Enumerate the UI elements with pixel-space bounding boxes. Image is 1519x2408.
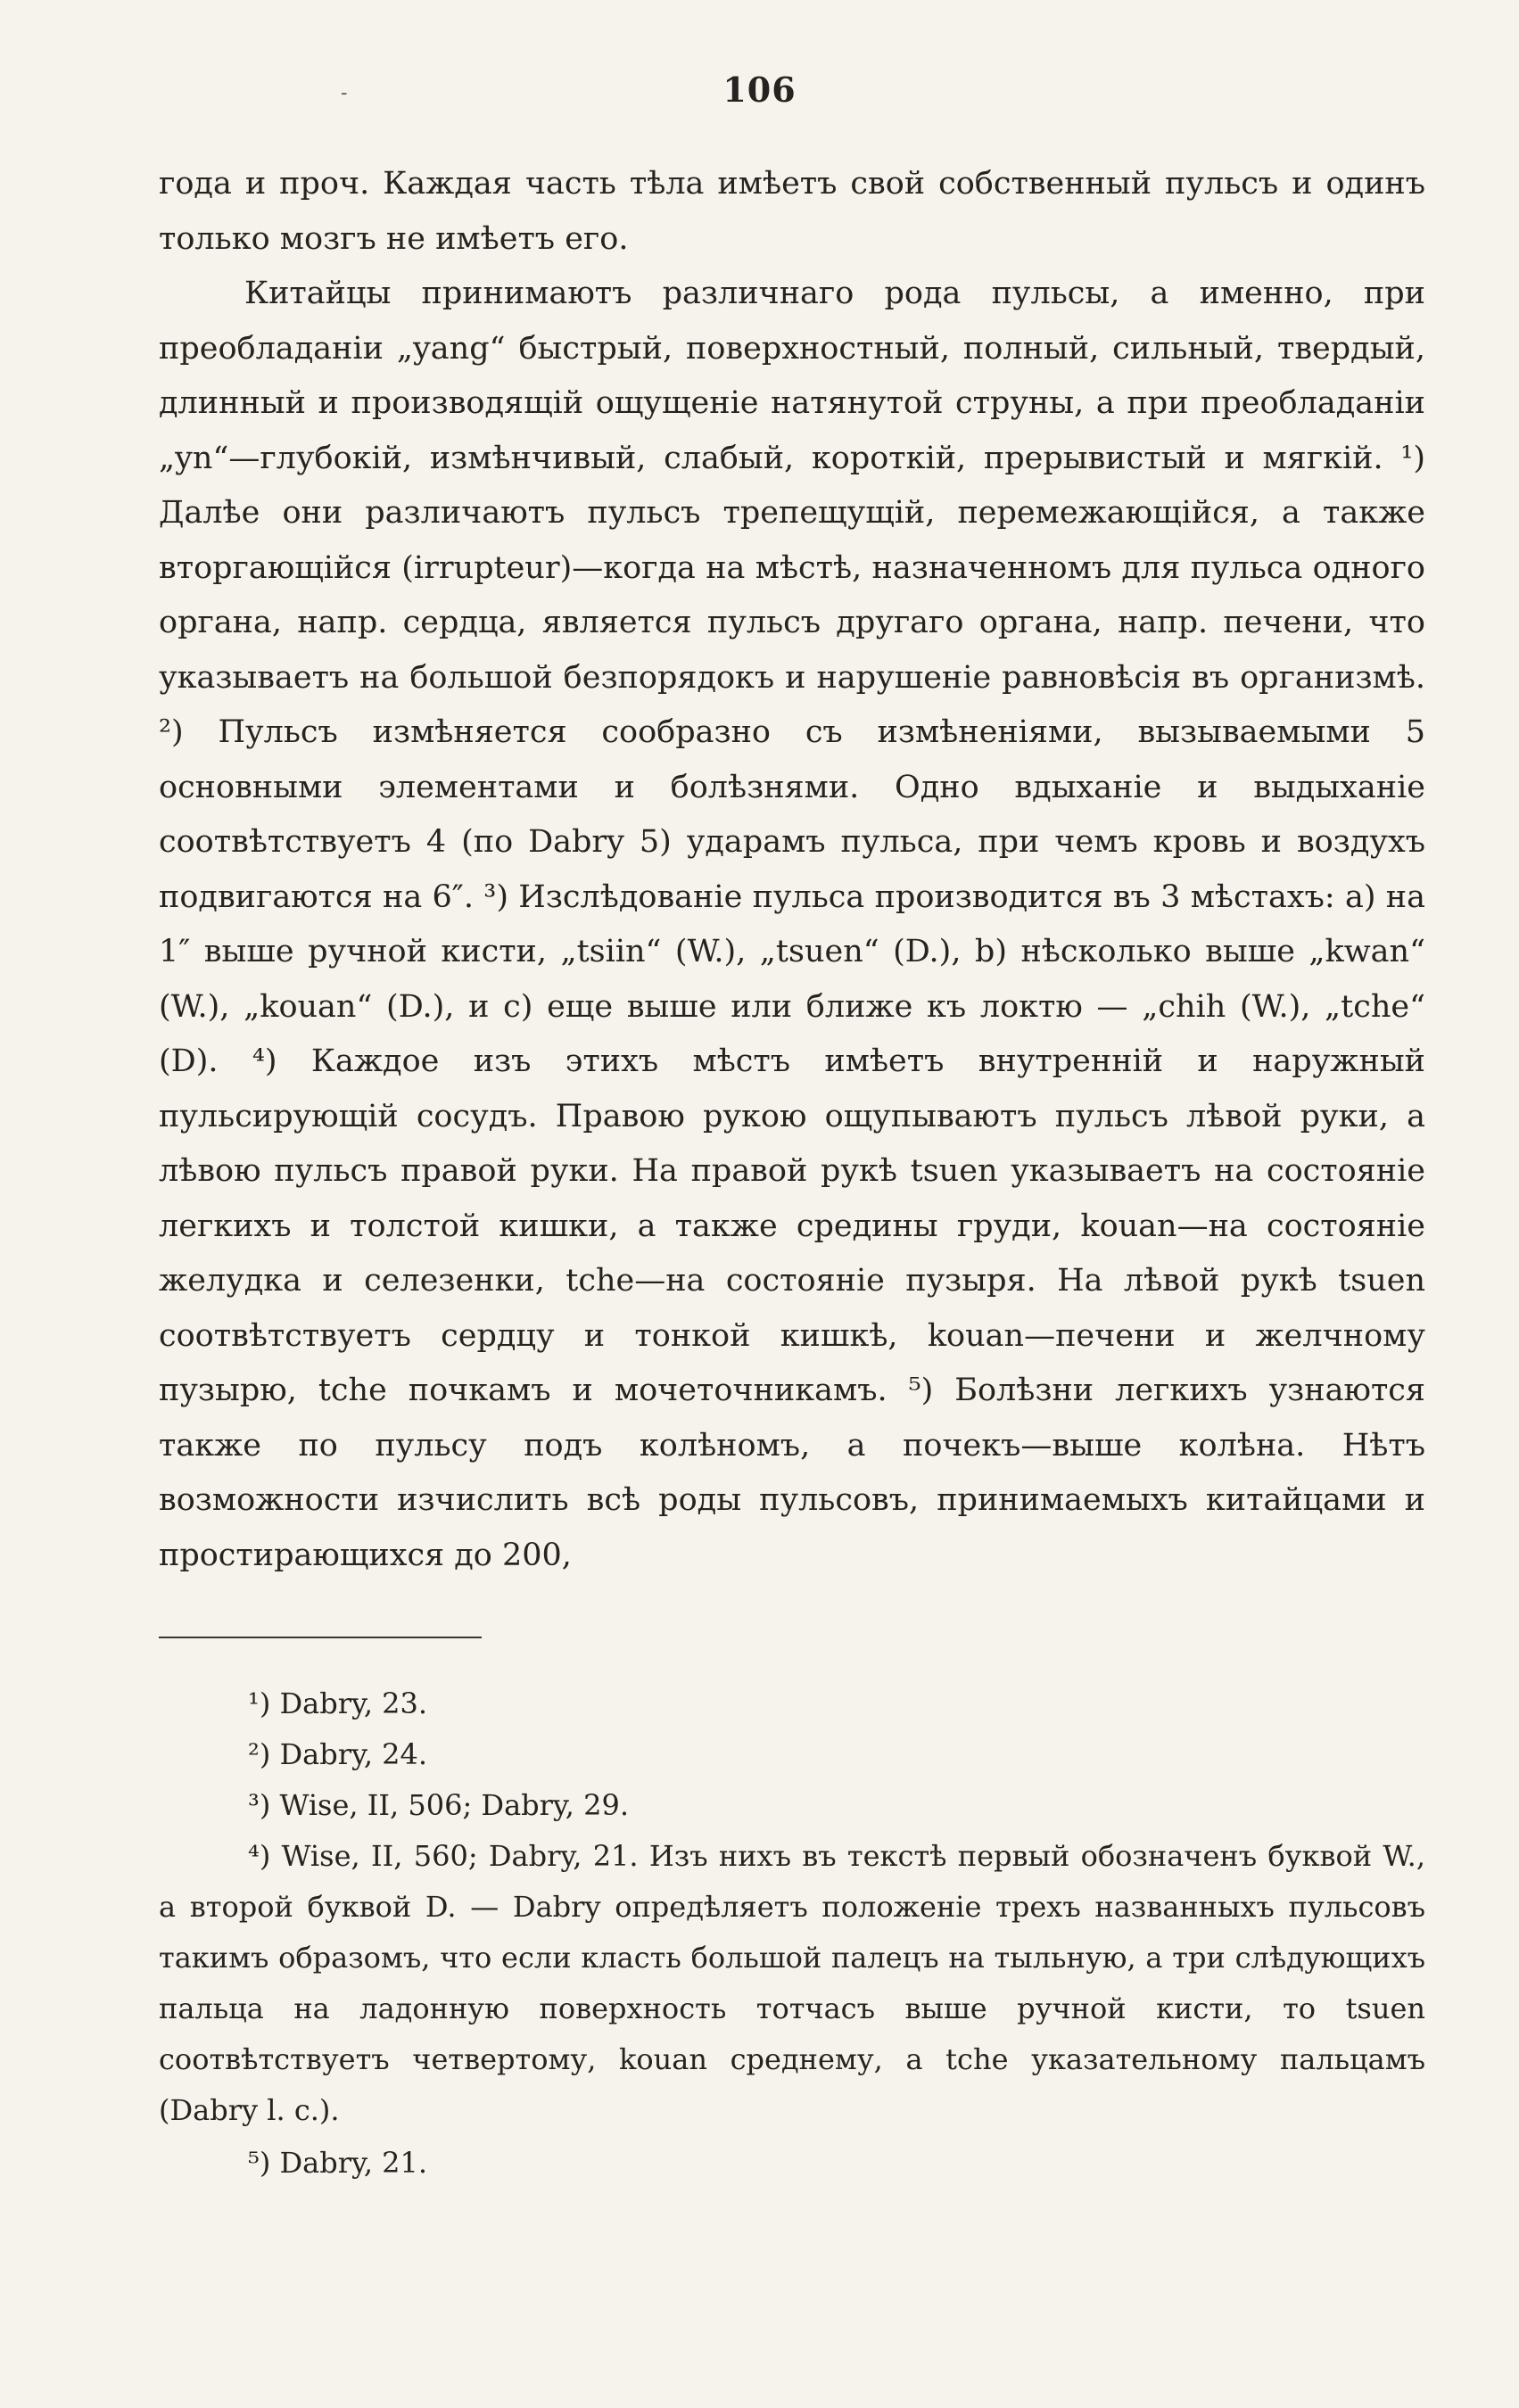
footnotes — [159, 1678, 1425, 2189]
stray-mark: - — [341, 82, 348, 104]
paragraph-pulses: Китайцы принимаютъ различнаго рода пульсы, а именно, при преобладаніи „yang“ быстрый, поверхностный, полный, сильный, твердый, длинный и производящій ощущеніе натянутой струны, а при преобладаніи „yn“—глубокій, измѣнчивый, слабый, короткій, прерывистый и мягкій. ¹) Далѣе они различаютъ пульсъ трепещущій, перемежающійся, а также вторгающійся (irrupteur)—когда на мѣстѣ, назначенномъ для пульса одного органа, напр. сердца, является пульсъ другаго органа, напр. печени, что указываетъ на большой безпорядокъ и нарушеніе равновѣсія въ организмѣ. ²) Пульсъ измѣняется сообразно съ измѣненіями, вызываемыми 5 основными элементами и болѣзнями. Одно вдыханіе и выдыханіе соотвѣтствуетъ 4 (по Dabry 5) ударамъ пульса, при чемъ кровь и воздухъ подвигаются на 6″. ³) Изслѣдованіе пульса производится въ 3 мѣстахъ: a) на 1″ выше ручной кисти, „tsiin“ (W.), „tsuen“ (D.), b) нѣсколько выше „kwan“ (W.), „kouan“ (D.), и c) еще выше или ближе къ локтю — „chih (W.), „tche“ (D). ⁴) Каждое изъ этихъ мѣстъ имѣетъ внутренній и наружный пульсирующій сосудъ. Правою рукою ощупываютъ пульсъ лѣвой руки, а лѣвою пульсъ правой руки. На правой рукѣ tsuen указываетъ на состояніе легкихъ и толстой кишки, а также средины груди, kouan—на состояніе желудка и селезенки, tche—на состояніе пузыря. На лѣвой рукѣ tsuen соотвѣтствуетъ сердцу и тонкой кишкѣ, kouan—печени и желчному пузырю, tche почкамъ и мочеточникамъ. ⁵) Болѣзни легкихъ узнаются также по пульсу подъ колѣномъ, а почекъ—выше колѣна. Нѣтъ возможности изчислить всѣ роды пульсовъ, принимаемыхъ китайцами и простирающихся до 200, — [159, 276, 1425, 1573]
footnote-3: ³) Wise, II, 506; Dabry, 29. — [248, 1788, 629, 1822]
footnote-4: ⁴) Wise, II, 560; Dabry, 21. Изъ нихъ въ текстѣ первый обозначенъ буквой W., а второй буквой D. — Dabry опредѣляетъ положеніе трехъ названныхъ пульсовъ такимъ образомъ, что если класть большой палецъ на тыльную, а три слѣдующихъ пальца на ладонную поверхность тотчасъ выше ручной кисти, то tsuen соотвѣтствуетъ четвертому, kouan среднему, а tche указательному пальцамъ (Dabry l. c.). — [159, 1839, 1425, 2127]
footnote-1: ¹) Dabry, 23. — [248, 1686, 428, 1720]
page-number: 106 — [722, 70, 797, 110]
footnote-2: ²) Dabry, 24. — [248, 1737, 428, 1771]
footnote-5: ⁵) Dabry, 21. — [248, 2146, 428, 2180]
footnote-separator — [159, 1637, 482, 1638]
body-text — [159, 157, 1425, 1583]
paragraph-continuation: года и проч. Каждая часть тѣла имѣетъ свой собственный пульсъ и одинъ только мозгъ не имѣетъ его. — [159, 166, 1425, 257]
